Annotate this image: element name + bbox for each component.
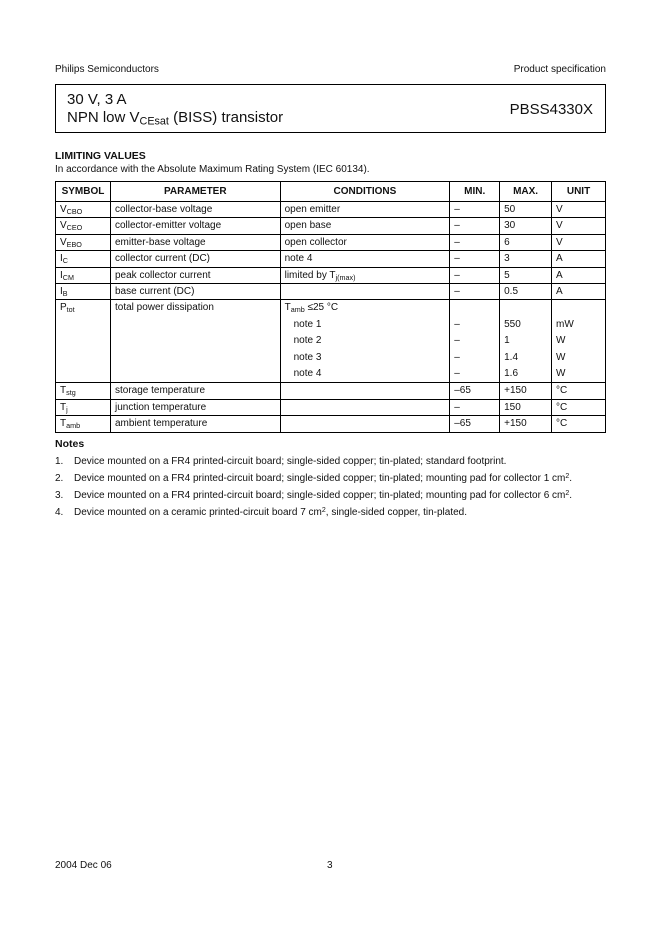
unit-cell: °C bbox=[552, 416, 606, 432]
min-cell: – bbox=[450, 234, 500, 250]
table-row bbox=[56, 202, 606, 218]
table-row-ptot bbox=[56, 300, 606, 383]
title-line-2: NPN low $V_{CEsat}$ (BISS) transistor bbox=[67, 109, 284, 128]
max-cell: 3 bbox=[500, 251, 552, 267]
company-name: Philips Semiconductors bbox=[55, 64, 159, 75]
title-line-1: 30 V, 3 A bbox=[67, 91, 127, 108]
parameter-cell: base current (DC) bbox=[110, 284, 280, 300]
col-symbol: SYMBOL bbox=[56, 182, 111, 202]
table-row bbox=[56, 416, 606, 432]
parameter-cell: storage temperature bbox=[110, 383, 280, 399]
parameter-cell: peak collector current bbox=[110, 267, 280, 283]
limiting-values-table bbox=[55, 181, 606, 433]
symbol-cell: $T_{amb}$ bbox=[56, 416, 111, 432]
note-item: 4. Device mounted on a ceramic printed-circuit board 7 $cm^2$, single-sided copper, tin-plated. bbox=[55, 506, 467, 518]
conditions-cell: $T_{amb} \le 25$ °C note 1 note 2 note 3 note 4 bbox=[280, 300, 450, 383]
parameter-cell: junction temperature bbox=[110, 399, 280, 415]
max-cell: +150 bbox=[500, 416, 552, 432]
min-cell: – bbox=[450, 218, 500, 234]
note-item: 1. Device mounted on a FR4 printed-circuit board; single-sided copper; tin-plated; standard footprint. bbox=[55, 456, 507, 467]
max-cell: 150 bbox=[500, 399, 552, 415]
conditions-cell: open base bbox=[280, 218, 450, 234]
table-row bbox=[56, 399, 606, 415]
page-number: 3 bbox=[327, 860, 333, 871]
max-cell: 30 bbox=[500, 218, 552, 234]
title-rule bbox=[55, 132, 606, 133]
parameter-cell: total power dissipation bbox=[110, 300, 280, 383]
symbol-cell: $I_C$ bbox=[56, 251, 111, 267]
table-header-row bbox=[56, 182, 606, 202]
col-min: MIN. bbox=[450, 182, 500, 202]
parameter-cell: collector-emitter voltage bbox=[110, 218, 280, 234]
col-parameter: PARAMETER bbox=[110, 182, 280, 202]
footer-date: 2004 Dec 06 bbox=[55, 860, 112, 871]
col-max: MAX. bbox=[500, 182, 552, 202]
note-item: 2. Device mounted on a FR4 printed-circuit board; single-sided copper; tin-plated; mounting pad for collector 1 $cm^2$. bbox=[55, 472, 573, 484]
symbol-cell: $I_{CM}$ bbox=[56, 267, 111, 283]
conditions-cell bbox=[280, 416, 450, 432]
max-cell: 0.5 bbox=[500, 284, 552, 300]
table-row bbox=[56, 251, 606, 267]
symbol-cell: $T_j$ bbox=[56, 399, 111, 415]
min-cell: – bbox=[450, 267, 500, 283]
section-heading: LIMITING VALUES bbox=[55, 150, 146, 162]
notes-heading: Notes bbox=[55, 438, 85, 450]
symbol-cell: $P_{tot}$ bbox=[56, 300, 111, 383]
table-row bbox=[56, 218, 606, 234]
min-cell: –65 bbox=[450, 383, 500, 399]
table-row bbox=[56, 234, 606, 250]
min-cell: – bbox=[450, 399, 500, 415]
parameter-cell: collector current (DC) bbox=[110, 251, 280, 267]
conditions-cell: open collector bbox=[280, 234, 450, 250]
unit-cell: °C bbox=[552, 399, 606, 415]
min-cell: – bbox=[450, 202, 500, 218]
unit-cell: °C bbox=[552, 383, 606, 399]
conditions-cell bbox=[280, 383, 450, 399]
unit-cell: A bbox=[552, 251, 606, 267]
conditions-cell: note 4 bbox=[280, 251, 450, 267]
max-cell: +150 bbox=[500, 383, 552, 399]
conditions-cell: open emitter bbox=[280, 202, 450, 218]
col-conditions: CONDITIONS bbox=[280, 182, 450, 202]
symbol-cell: $T_{stg}$ bbox=[56, 383, 111, 399]
unit-cell: A bbox=[552, 267, 606, 283]
conditions-cell: limited by $T_{j(max)}$ bbox=[280, 267, 450, 283]
unit-cell: V bbox=[552, 202, 606, 218]
parameter-cell: collector-base voltage bbox=[110, 202, 280, 218]
note-item: 3. Device mounted on a FR4 printed-circuit board; single-sided copper; tin-plated; mounting pad for collector 6 $cm^2$. bbox=[55, 489, 573, 501]
min-cell: – bbox=[450, 251, 500, 267]
conditions-cell bbox=[280, 399, 450, 415]
min-cell: – bbox=[450, 284, 500, 300]
unit-cell: A bbox=[552, 284, 606, 300]
parameter-cell: ambient temperature bbox=[110, 416, 280, 432]
max-cell: 6 bbox=[500, 234, 552, 250]
section-subheading: In accordance with the Absolute Maximum Rating System (IEC 60134). bbox=[55, 164, 370, 175]
part-number: PBSS4330X bbox=[509, 101, 593, 118]
symbol-cell: $V_{EBO}$ bbox=[56, 234, 111, 250]
unit-cell: V bbox=[552, 218, 606, 234]
max-cell: 5 bbox=[500, 267, 552, 283]
document-type: Product specification bbox=[513, 64, 606, 75]
max-cell: 550 1 1.4 1.6 bbox=[500, 300, 552, 383]
parameter-cell: emitter-base voltage bbox=[110, 234, 280, 250]
min-cell: – – – – bbox=[450, 300, 500, 383]
unit-cell: V bbox=[552, 234, 606, 250]
max-cell: 50 bbox=[500, 202, 552, 218]
table-row bbox=[56, 284, 606, 300]
col-unit: UNIT bbox=[552, 182, 606, 202]
symbol-cell: $V_{CEO}$ bbox=[56, 218, 111, 234]
table-row bbox=[56, 267, 606, 283]
unit-cell: mW W W W bbox=[552, 300, 606, 383]
table-row bbox=[56, 383, 606, 399]
symbol-cell: $V_{CBO}$ bbox=[56, 202, 111, 218]
min-cell: –65 bbox=[450, 416, 500, 432]
symbol-cell: $I_B$ bbox=[56, 284, 111, 300]
conditions-cell bbox=[280, 284, 450, 300]
